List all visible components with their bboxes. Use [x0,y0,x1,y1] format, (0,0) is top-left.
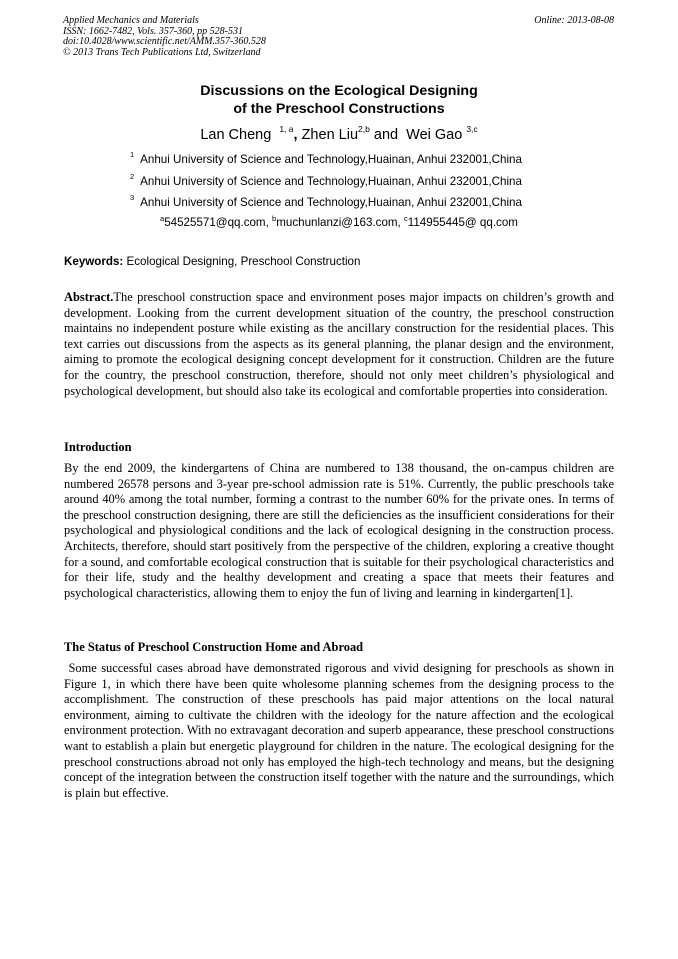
issn-line: ISSN: 1662-7482, Vols. 357-360, pp 528-531 [63,25,243,37]
affiliation-text: Anhui University of Science and Technology,Huainan, Anhui 232001,China [140,196,522,209]
email-mark: a [160,214,165,223]
section-heading-status: The Status of Preschool Construction Home and Abroad [64,640,364,654]
section-heading-introduction: Introduction [64,440,132,454]
affiliation-2 [130,172,522,189]
email-address: muchunlanzi@163.com, [276,216,401,229]
author-name: Lan Cheng [200,127,272,143]
affiliation-3 [130,193,522,210]
online-date: Online: 2013-08-08 [534,15,614,26]
affiliation-1 [130,150,522,167]
doi-line: doi:10.4028/www.scientific.net/AMM.357-360.528 [63,36,266,47]
status-paragraph: Some successful cases abroad have demonstrated rigorous and vivid designing for preschools as shown in Figure 1, in which there have been quite wholesome planning schemes from the designing process to the accomplishment. The construction of these preschools has paid major attentions on the local natural environment, aiming to cultivate the children with the ideology for the nature affection and the ecological environment protection. With no extravagant decoration and superb appearance, these preschool constructions want to establish a plain but energetic playground for children in the nature. The ecological designing for the preschool constructions abroad not only has employed the high-tech technology and means, but the designing concept of the integration between the construction itself together with the nature and the surroundings, which is plain but effective. [64,661,618,800]
affiliation-number: 1 [130,150,135,159]
title-line-1: Discussions on the Ecological Designing [200,83,478,99]
keywords-text: Ecological Designing, Preschool Construction [126,255,361,268]
keywords-label: Keywords: [64,255,124,268]
title-line-2: of the Preschool Constructions [233,101,445,117]
journal-header [63,16,266,58]
author-affiliation-mark: 2,b [358,124,370,134]
email-mark: c [404,214,408,223]
abstract-paragraph [64,290,614,399]
author-emails [0,216,678,230]
affiliation-text: Anhui University of Science and Technology,Huainan, Anhui 232001,China [140,153,522,166]
author-name: Wei Gao [406,127,463,143]
email-mark: b [272,214,277,223]
author-affiliation-mark: 1, a [279,124,294,134]
email-address: 54525571@qq.com, [164,216,269,229]
author-conjunction: and [373,127,399,143]
introduction-paragraph: By the end 2009, the kindergartens of China are numbered to 138 thousand, the on-campus children are numbered 26578 persons and 3-year pre-school admission rate is 51%. Currently, the public preschools take around 40% among the total number, forming a contrast to the number 60% for the private ones. In terms of the preschool construction designing, there are still the deficiencies as the insufficient considerations for their psychological and physiological conditions and the lack of ecological designing in the construction process. Architects, therefore, should start positively from the perspective of the children, exploring a creative thought for a sound, and comfortable ecological construction that is suitable for their psychological characteristics and for their life, study and the healthy development and creating a space that meets their features and psychological characteristics, allowing them to enjoy the fun of living and learning in kindergarten[1]. [64,461,614,600]
author-affiliation-mark: 3,c [466,124,478,134]
affiliation-text: Anhui University of Science and Technology,Huainan, Anhui 232001,China [140,175,522,188]
affiliation-number: 2 [130,172,135,181]
paper-title [0,82,678,118]
abstract-text: The preschool construction space and environment poses major impacts on children’s growth and development. Looking from the current development situation of the country, the preschool construction maintains no independent posture while existing as the ancillary construction for the residential places. This text carries out discussions from the aspects as its general planning, the planar design and the environment, aiming to promote the ecological designing concept development for it construction. Children are the future for the country, the preschool construction, therefore, should not only meet children’s physiological and psychological development, but should also take its ecological and comfortable properties into consideration. [64,290,614,398]
email-address: 114955445@ qq.com [407,216,518,229]
abstract-label: Abstract. [64,290,114,304]
copyright-line: © 2013 Trans Tech Publications Ltd, Switzerland [63,46,261,58]
author-name: Zhen Liu [301,127,359,143]
author-list: Lan Cheng $^{1, a}$, Zhen Liu$^{2,b}$ and Wei Gao $^{3,c}$ [200,124,478,143]
affiliation-number: 3 [130,193,135,202]
keywords [64,255,360,269]
journal-name: Applied Mechanics and Materials [63,15,199,26]
